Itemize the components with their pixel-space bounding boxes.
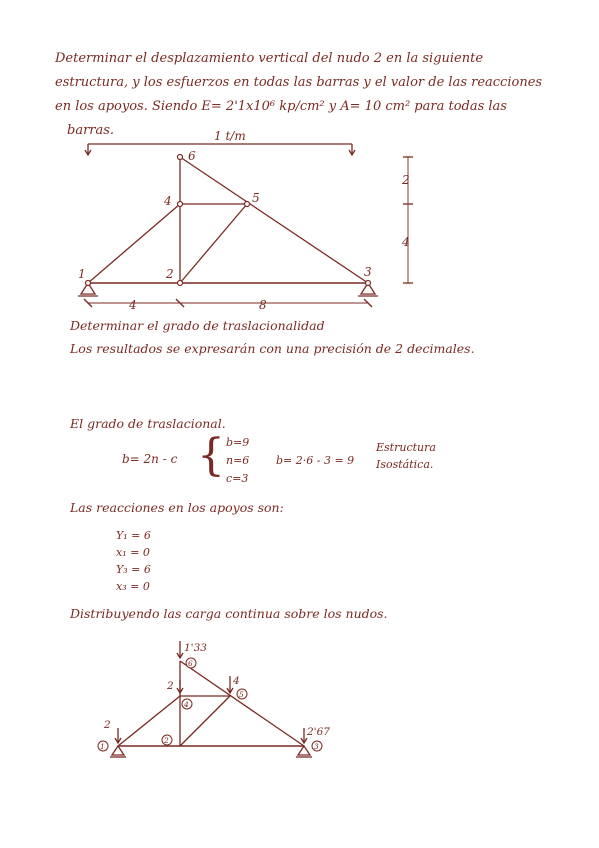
node-label-6: 6 [188, 149, 196, 163]
dist-load-node1: 2 [104, 719, 111, 731]
node-label-4: 4 [164, 194, 172, 208]
distribucion-title: Distribuyendo las carga continua sobre los nudos. [70, 606, 388, 621]
dist-node-1: 1 [100, 742, 105, 751]
grado-result-2: Isostática. [376, 458, 434, 471]
grado-calc: b= 2·6 - 3 = 9 [276, 454, 355, 467]
dist-node-2: 2 [164, 736, 169, 745]
problem-line-2: estructura, y los esfuerzos en todas las barras y el valor de las reacciones [55, 75, 543, 90]
task-line-2: Los resultados se expresarán con una precisión de 2 decimales. [70, 341, 475, 356]
dim-vertical-2: 2 [402, 173, 410, 187]
grado-brace: { [197, 430, 225, 481]
grado-title: El grado de traslacional. [70, 416, 226, 431]
problem-line-3: en los apoyos. Siendo E= 2'1x10⁶ kp/cm² y A= 10 cm² para todas las [55, 99, 507, 114]
grado-b: b=9 [226, 436, 250, 449]
grado-result-1: Estructura [376, 441, 436, 454]
dist-node-6: 6 [188, 659, 193, 668]
reaccion-x3: x₃ = 0 [116, 580, 150, 593]
reacciones-title: Las reacciones en los apoyos son: [70, 500, 284, 515]
grado-formula: b= 2n - c [122, 452, 178, 466]
dist-load-node6: 1'33 [184, 642, 207, 654]
node-label-5: 5 [252, 191, 260, 205]
dist-node-5: 5 [239, 690, 244, 699]
node-label-3: 3 [364, 265, 372, 279]
dist-node-3: 3 [314, 742, 319, 751]
grado-n: n=6 [226, 454, 250, 467]
reaccion-y1: Y₁ = 6 [116, 529, 151, 542]
node-label-2: 2 [166, 267, 174, 281]
reaccion-x1: x₁ = 0 [116, 546, 150, 559]
task-line-1: Determinar el grado de traslacionalidad [70, 318, 325, 333]
dim-horizontal-4: 4 [129, 298, 137, 312]
problem-line-4: barras. [67, 123, 115, 138]
dist-node-4: 4 [184, 700, 189, 709]
dim-vertical-4: 4 [402, 235, 410, 249]
grado-c: c=3 [226, 472, 249, 485]
dist-load-node4: 2 [167, 680, 174, 692]
dist-load-node3: 2'67 [307, 726, 330, 738]
dim-horizontal-8: 8 [259, 298, 267, 312]
load-label: 1 t/m [214, 129, 246, 143]
node-label-1: 1 [78, 267, 86, 281]
reaccion-y3: Y₃ = 6 [116, 563, 151, 576]
problem-line-1: Determinar el desplazamiento vertical del nudo 2 en la siguiente [55, 51, 484, 66]
dist-load-node5: 4 [233, 675, 240, 687]
